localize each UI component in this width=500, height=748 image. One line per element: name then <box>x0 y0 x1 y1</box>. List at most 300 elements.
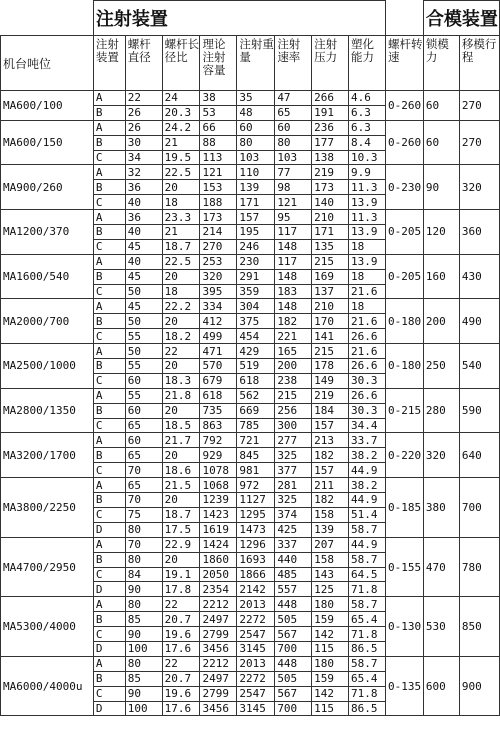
cell-diameter: 50 <box>125 344 162 359</box>
clamp-force-cell: 600 <box>423 656 459 716</box>
cell-weight: 375 <box>237 314 275 329</box>
cell-weight: 48 <box>237 105 275 120</box>
cell-rate: 121 <box>275 195 312 210</box>
cell-rate: 377 <box>275 463 312 478</box>
cell-unit: C <box>93 686 125 701</box>
screw-speed-cell: 0-260 <box>385 91 423 121</box>
cell-ld-ratio: 22 <box>162 597 200 612</box>
cell-weight: 2272 <box>237 612 275 627</box>
cell-ld-ratio: 20.3 <box>162 105 200 120</box>
clamp-force-cell: 60 <box>423 120 459 165</box>
cell-diameter: 70 <box>125 537 162 552</box>
cell-rate: 95 <box>275 210 312 225</box>
cell-diameter: 32 <box>125 165 162 180</box>
table-row <box>1 388 500 403</box>
cell-plasticizing: 44.9 <box>349 463 386 478</box>
cell-weight: 1296 <box>237 537 275 552</box>
cell-ld-ratio: 20 <box>162 314 200 329</box>
cell-rate: 215 <box>275 388 312 403</box>
cell-rate: 440 <box>275 552 312 567</box>
cell-diameter: 36 <box>125 210 162 225</box>
cell-ld-ratio: 20 <box>162 448 200 463</box>
screw-speed-cell: 0-215 <box>385 388 423 433</box>
section-injection-title: 注射装置 <box>93 1 385 36</box>
cell-pressure: 157 <box>312 418 349 433</box>
table-row <box>1 165 500 180</box>
cell-plasticizing: 58.7 <box>349 552 386 567</box>
cell-weight: 721 <box>237 433 275 448</box>
cell-diameter: 26 <box>125 120 162 135</box>
header-plasticizing: 塑化能力 <box>349 36 386 91</box>
cell-weight: 1473 <box>237 522 275 537</box>
cell-rate: 60 <box>275 120 312 135</box>
model-cell: MA1600/540 <box>1 254 94 299</box>
model-cell: MA2800/1350 <box>1 388 94 433</box>
cell-weight: 110 <box>237 165 275 180</box>
table-row <box>1 478 500 493</box>
cell-unit: A <box>93 597 125 612</box>
cell-unit: D <box>93 582 125 597</box>
cell-ld-ratio: 20 <box>162 180 200 195</box>
cell-ld-ratio: 22.5 <box>162 254 200 269</box>
cell-volume: 334 <box>200 299 237 314</box>
cell-volume: 121 <box>200 165 237 180</box>
cell-ld-ratio: 20.7 <box>162 671 200 686</box>
cell-plasticizing: 8.4 <box>349 135 386 150</box>
clamp-force-cell: 120 <box>423 210 459 255</box>
cell-pressure: 266 <box>312 91 349 106</box>
cell-rate: 281 <box>275 478 312 493</box>
cell-rate: 77 <box>275 165 312 180</box>
cell-plasticizing: 71.8 <box>349 582 386 597</box>
cell-unit: B <box>93 105 125 120</box>
cell-weight: 2547 <box>237 686 275 701</box>
cell-rate: 98 <box>275 180 312 195</box>
cell-plasticizing: 38.2 <box>349 448 386 463</box>
header-diameter: 螺杆直径 <box>125 36 162 91</box>
cell-volume: 2212 <box>200 656 237 671</box>
cell-volume: 1423 <box>200 507 237 522</box>
cell-plasticizing: 13.9 <box>349 254 386 269</box>
column-header-row <box>1 36 500 91</box>
cell-pressure: 142 <box>312 627 349 642</box>
cell-ld-ratio: 21 <box>162 135 200 150</box>
cell-volume: 1068 <box>200 478 237 493</box>
cell-ld-ratio: 19.6 <box>162 627 200 642</box>
cell-volume: 3456 <box>200 641 237 656</box>
cell-weight: 1295 <box>237 507 275 522</box>
cell-weight: 2547 <box>237 627 275 642</box>
cell-unit: B <box>93 225 125 240</box>
cell-pressure: 184 <box>312 403 349 418</box>
cell-ld-ratio: 18.7 <box>162 239 200 254</box>
cell-rate: 148 <box>275 269 312 284</box>
cell-unit: B <box>93 359 125 374</box>
cell-unit: C <box>93 463 125 478</box>
clamp-force-cell: 320 <box>423 433 459 478</box>
model-cell: MA900/260 <box>1 165 94 210</box>
screw-speed-cell: 0-130 <box>385 597 423 657</box>
cell-volume: 570 <box>200 359 237 374</box>
cell-weight: 429 <box>237 344 275 359</box>
cell-ld-ratio: 21.5 <box>162 478 200 493</box>
cell-rate: 65 <box>275 105 312 120</box>
cell-rate: 485 <box>275 567 312 582</box>
stroke-cell: 270 <box>459 91 499 121</box>
cell-volume: 1424 <box>200 537 237 552</box>
cell-diameter: 85 <box>125 612 162 627</box>
cell-pressure: 135 <box>312 239 349 254</box>
cell-ld-ratio: 19.6 <box>162 686 200 701</box>
cell-pressure: 149 <box>312 373 349 388</box>
cell-ld-ratio: 20 <box>162 269 200 284</box>
cell-weight: 359 <box>237 284 275 299</box>
clamp-force-cell: 160 <box>423 254 459 299</box>
clamp-force-cell: 200 <box>423 299 459 344</box>
cell-weight: 454 <box>237 329 275 344</box>
cell-diameter: 50 <box>125 314 162 329</box>
table-row <box>1 299 500 314</box>
cell-ld-ratio: 18.6 <box>162 463 200 478</box>
cell-rate: 505 <box>275 671 312 686</box>
stroke-cell: 640 <box>459 433 499 478</box>
header-stroke: 移模行程 <box>459 36 499 91</box>
cell-unit: C <box>93 507 125 522</box>
cell-ld-ratio: 18.2 <box>162 329 200 344</box>
table-row <box>1 91 500 106</box>
cell-volume: 471 <box>200 344 237 359</box>
stroke-cell: 540 <box>459 344 499 389</box>
screw-speed-cell: 0-185 <box>385 478 423 538</box>
cell-ld-ratio: 22 <box>162 344 200 359</box>
stroke-cell: 850 <box>459 597 499 657</box>
cell-pressure: 159 <box>312 671 349 686</box>
cell-ld-ratio: 18 <box>162 195 200 210</box>
cell-pressure: 137 <box>312 284 349 299</box>
cell-volume: 412 <box>200 314 237 329</box>
cell-volume: 3456 <box>200 701 237 716</box>
cell-unit: B <box>93 448 125 463</box>
cell-unit: B <box>93 180 125 195</box>
cell-weight: 171 <box>237 195 275 210</box>
cell-unit: A <box>93 656 125 671</box>
cell-plasticizing: 71.8 <box>349 627 386 642</box>
cell-diameter: 34 <box>125 150 162 165</box>
cell-volume: 618 <box>200 388 237 403</box>
stroke-cell: 900 <box>459 656 499 716</box>
cell-volume: 735 <box>200 403 237 418</box>
cell-weight: 2272 <box>237 671 275 686</box>
cell-diameter: 55 <box>125 329 162 344</box>
cell-diameter: 80 <box>125 597 162 612</box>
cell-pressure: 177 <box>312 135 349 150</box>
section-clamping-title: 合模装置 <box>423 1 499 36</box>
cell-plasticizing: 21.6 <box>349 284 386 299</box>
cell-plasticizing: 21.6 <box>349 344 386 359</box>
cell-weight: 230 <box>237 254 275 269</box>
cell-plasticizing: 6.3 <box>349 120 386 135</box>
cell-pressure: 171 <box>312 225 349 240</box>
cell-plasticizing: 44.9 <box>349 537 386 552</box>
cell-volume: 2497 <box>200 612 237 627</box>
cell-ld-ratio: 20.7 <box>162 612 200 627</box>
cell-ld-ratio: 22.9 <box>162 537 200 552</box>
cell-rate: 221 <box>275 329 312 344</box>
cell-volume: 270 <box>200 239 237 254</box>
cell-rate: 505 <box>275 612 312 627</box>
cell-plasticizing: 13.9 <box>349 195 386 210</box>
table-row <box>1 433 500 448</box>
cell-unit: D <box>93 641 125 656</box>
cell-pressure: 178 <box>312 359 349 374</box>
cell-plasticizing: 26.6 <box>349 388 386 403</box>
cell-pressure: 180 <box>312 597 349 612</box>
cell-unit: C <box>93 195 125 210</box>
cell-unit: C <box>93 567 125 582</box>
cell-plasticizing: 30.3 <box>349 403 386 418</box>
cell-ld-ratio: 22 <box>162 656 200 671</box>
cell-diameter: 90 <box>125 627 162 642</box>
cell-plasticizing: 65.4 <box>349 671 386 686</box>
cell-unit: A <box>93 344 125 359</box>
cell-unit: A <box>93 388 125 403</box>
cell-volume: 88 <box>200 135 237 150</box>
cell-diameter: 90 <box>125 582 162 597</box>
cell-volume: 863 <box>200 418 237 433</box>
screw-speed-cell: 0-135 <box>385 656 423 716</box>
header-unit: 注射装置 <box>93 36 125 91</box>
cell-diameter: 60 <box>125 373 162 388</box>
cell-weight: 80 <box>237 135 275 150</box>
cell-rate: 448 <box>275 597 312 612</box>
cell-plasticizing: 6.3 <box>349 105 386 120</box>
cell-volume: 1239 <box>200 493 237 508</box>
cell-ld-ratio: 20 <box>162 403 200 418</box>
cell-volume: 929 <box>200 448 237 463</box>
cell-plasticizing: 18 <box>349 269 386 284</box>
cell-unit: C <box>93 373 125 388</box>
cell-weight: 519 <box>237 359 275 374</box>
cell-ld-ratio: 18.3 <box>162 373 200 388</box>
cell-plasticizing: 4.6 <box>349 91 386 106</box>
cell-diameter: 65 <box>125 448 162 463</box>
header-screw-speed: 螺杆转速 <box>385 36 423 91</box>
cell-ld-ratio: 19.5 <box>162 150 200 165</box>
cell-rate: 700 <box>275 701 312 716</box>
cell-plasticizing: 11.3 <box>349 180 386 195</box>
cell-pressure: 182 <box>312 448 349 463</box>
cell-unit: C <box>93 329 125 344</box>
cell-unit: A <box>93 91 125 106</box>
model-cell: MA1200/370 <box>1 210 94 255</box>
header-clamp-force: 锁模力 <box>423 36 459 91</box>
cell-diameter: 80 <box>125 522 162 537</box>
cell-volume: 1860 <box>200 552 237 567</box>
cell-plasticizing: 65.4 <box>349 612 386 627</box>
model-cell: MA6000/4000u <box>1 656 94 716</box>
cell-pressure: 210 <box>312 299 349 314</box>
cell-rate: 300 <box>275 418 312 433</box>
cell-diameter: 65 <box>125 418 162 433</box>
cell-unit: B <box>93 493 125 508</box>
cell-unit: A <box>93 254 125 269</box>
cell-volume: 499 <box>200 329 237 344</box>
cell-weight: 845 <box>237 448 275 463</box>
cell-volume: 2050 <box>200 567 237 582</box>
cell-pressure: 157 <box>312 463 349 478</box>
cell-unit: B <box>93 671 125 686</box>
cell-pressure: 115 <box>312 641 349 656</box>
cell-unit: A <box>93 165 125 180</box>
model-cell: MA2000/700 <box>1 299 94 344</box>
clamp-force-cell: 60 <box>423 91 459 121</box>
cell-plasticizing: 18 <box>349 239 386 254</box>
cell-rate: 238 <box>275 373 312 388</box>
cell-weight: 618 <box>237 373 275 388</box>
cell-plasticizing: 11.3 <box>349 210 386 225</box>
cell-pressure: 236 <box>312 120 349 135</box>
cell-plasticizing: 86.5 <box>349 641 386 656</box>
clamp-force-cell: 90 <box>423 165 459 210</box>
section-header-row <box>1 1 500 36</box>
cell-plasticizing: 33.7 <box>349 433 386 448</box>
cell-ld-ratio: 20 <box>162 552 200 567</box>
cell-ld-ratio: 19.1 <box>162 567 200 582</box>
cell-diameter: 30 <box>125 135 162 150</box>
header-pressure: 注射压力 <box>312 36 349 91</box>
clamp-force-cell: 280 <box>423 388 459 433</box>
model-cell: MA5300/4000 <box>1 597 94 657</box>
cell-pressure: 158 <box>312 507 349 522</box>
cell-volume: 395 <box>200 284 237 299</box>
cell-volume: 2799 <box>200 627 237 642</box>
cell-plasticizing: 21.6 <box>349 314 386 329</box>
table-row <box>1 597 500 612</box>
cell-diameter: 65 <box>125 478 162 493</box>
cell-rate: 557 <box>275 582 312 597</box>
cell-pressure: 169 <box>312 269 349 284</box>
cell-weight: 3145 <box>237 701 275 716</box>
model-cell: MA2500/1000 <box>1 344 94 389</box>
cell-pressure: 215 <box>312 344 349 359</box>
cell-ld-ratio: 20 <box>162 493 200 508</box>
cell-plasticizing: 26.6 <box>349 329 386 344</box>
clamp-force-cell: 530 <box>423 597 459 657</box>
cell-volume: 53 <box>200 105 237 120</box>
stroke-cell: 360 <box>459 210 499 255</box>
cell-ld-ratio: 17.8 <box>162 582 200 597</box>
section-gap-cell <box>385 1 423 36</box>
cell-plasticizing: 10.3 <box>349 150 386 165</box>
cell-diameter: 40 <box>125 225 162 240</box>
table-row <box>1 656 500 671</box>
cell-pressure: 210 <box>312 210 349 225</box>
cell-unit: C <box>93 239 125 254</box>
cell-unit: B <box>93 135 125 150</box>
screw-speed-cell: 0-205 <box>385 254 423 299</box>
cell-unit: B <box>93 552 125 567</box>
cell-diameter: 45 <box>125 239 162 254</box>
stroke-cell: 780 <box>459 537 499 597</box>
cell-unit: A <box>93 537 125 552</box>
cell-rate: 337 <box>275 537 312 552</box>
cell-plasticizing: 58.7 <box>349 522 386 537</box>
cell-plasticizing: 71.8 <box>349 686 386 701</box>
corner-cell <box>1 1 94 36</box>
cell-diameter: 45 <box>125 299 162 314</box>
cell-plasticizing: 18 <box>349 299 386 314</box>
cell-pressure: 215 <box>312 254 349 269</box>
cell-volume: 188 <box>200 195 237 210</box>
cell-weight: 669 <box>237 403 275 418</box>
screw-speed-cell: 0-260 <box>385 120 423 165</box>
cell-weight: 1693 <box>237 552 275 567</box>
cell-diameter: 70 <box>125 463 162 478</box>
stroke-cell: 590 <box>459 388 499 433</box>
cell-unit: C <box>93 284 125 299</box>
cell-volume: 2212 <box>200 597 237 612</box>
cell-pressure: 158 <box>312 552 349 567</box>
model-cell: MA600/150 <box>1 120 94 165</box>
cell-weight: 2013 <box>237 597 275 612</box>
cell-ld-ratio: 21.8 <box>162 388 200 403</box>
cell-pressure: 140 <box>312 195 349 210</box>
cell-diameter: 36 <box>125 180 162 195</box>
cell-pressure: 173 <box>312 180 349 195</box>
cell-diameter: 90 <box>125 686 162 701</box>
cell-weight: 246 <box>237 239 275 254</box>
cell-unit: A <box>93 478 125 493</box>
cell-volume: 2497 <box>200 671 237 686</box>
cell-weight: 60 <box>237 120 275 135</box>
cell-unit: C <box>93 418 125 433</box>
cell-diameter: 80 <box>125 552 162 567</box>
cell-pressure: 138 <box>312 150 349 165</box>
cell-diameter: 26 <box>125 105 162 120</box>
cell-diameter: 100 <box>125 641 162 656</box>
cell-plasticizing: 34.4 <box>349 418 386 433</box>
cell-rate: 148 <box>275 299 312 314</box>
cell-rate: 80 <box>275 135 312 150</box>
cell-diameter: 55 <box>125 359 162 374</box>
cell-weight: 195 <box>237 225 275 240</box>
cell-diameter: 100 <box>125 701 162 716</box>
cell-rate: 325 <box>275 493 312 508</box>
screw-speed-cell: 0-180 <box>385 344 423 389</box>
clamp-force-cell: 250 <box>423 344 459 389</box>
stroke-cell: 700 <box>459 478 499 538</box>
header-model: 机台吨位 <box>1 36 94 91</box>
cell-ld-ratio: 24 <box>162 91 200 106</box>
cell-ld-ratio: 18.5 <box>162 418 200 433</box>
cell-rate: 425 <box>275 522 312 537</box>
stroke-cell: 320 <box>459 165 499 210</box>
header-rate: 注射速率 <box>275 36 312 91</box>
cell-weight: 291 <box>237 269 275 284</box>
cell-unit: D <box>93 522 125 537</box>
cell-unit: C <box>93 627 125 642</box>
cell-weight: 785 <box>237 418 275 433</box>
cell-rate: 700 <box>275 641 312 656</box>
cell-plasticizing: 44.9 <box>349 493 386 508</box>
cell-unit: B <box>93 269 125 284</box>
cell-pressure: 143 <box>312 567 349 582</box>
cell-ld-ratio: 18.7 <box>162 507 200 522</box>
cell-rate: 183 <box>275 284 312 299</box>
table-row <box>1 210 500 225</box>
cell-weight: 2142 <box>237 582 275 597</box>
screw-speed-cell: 0-205 <box>385 210 423 255</box>
